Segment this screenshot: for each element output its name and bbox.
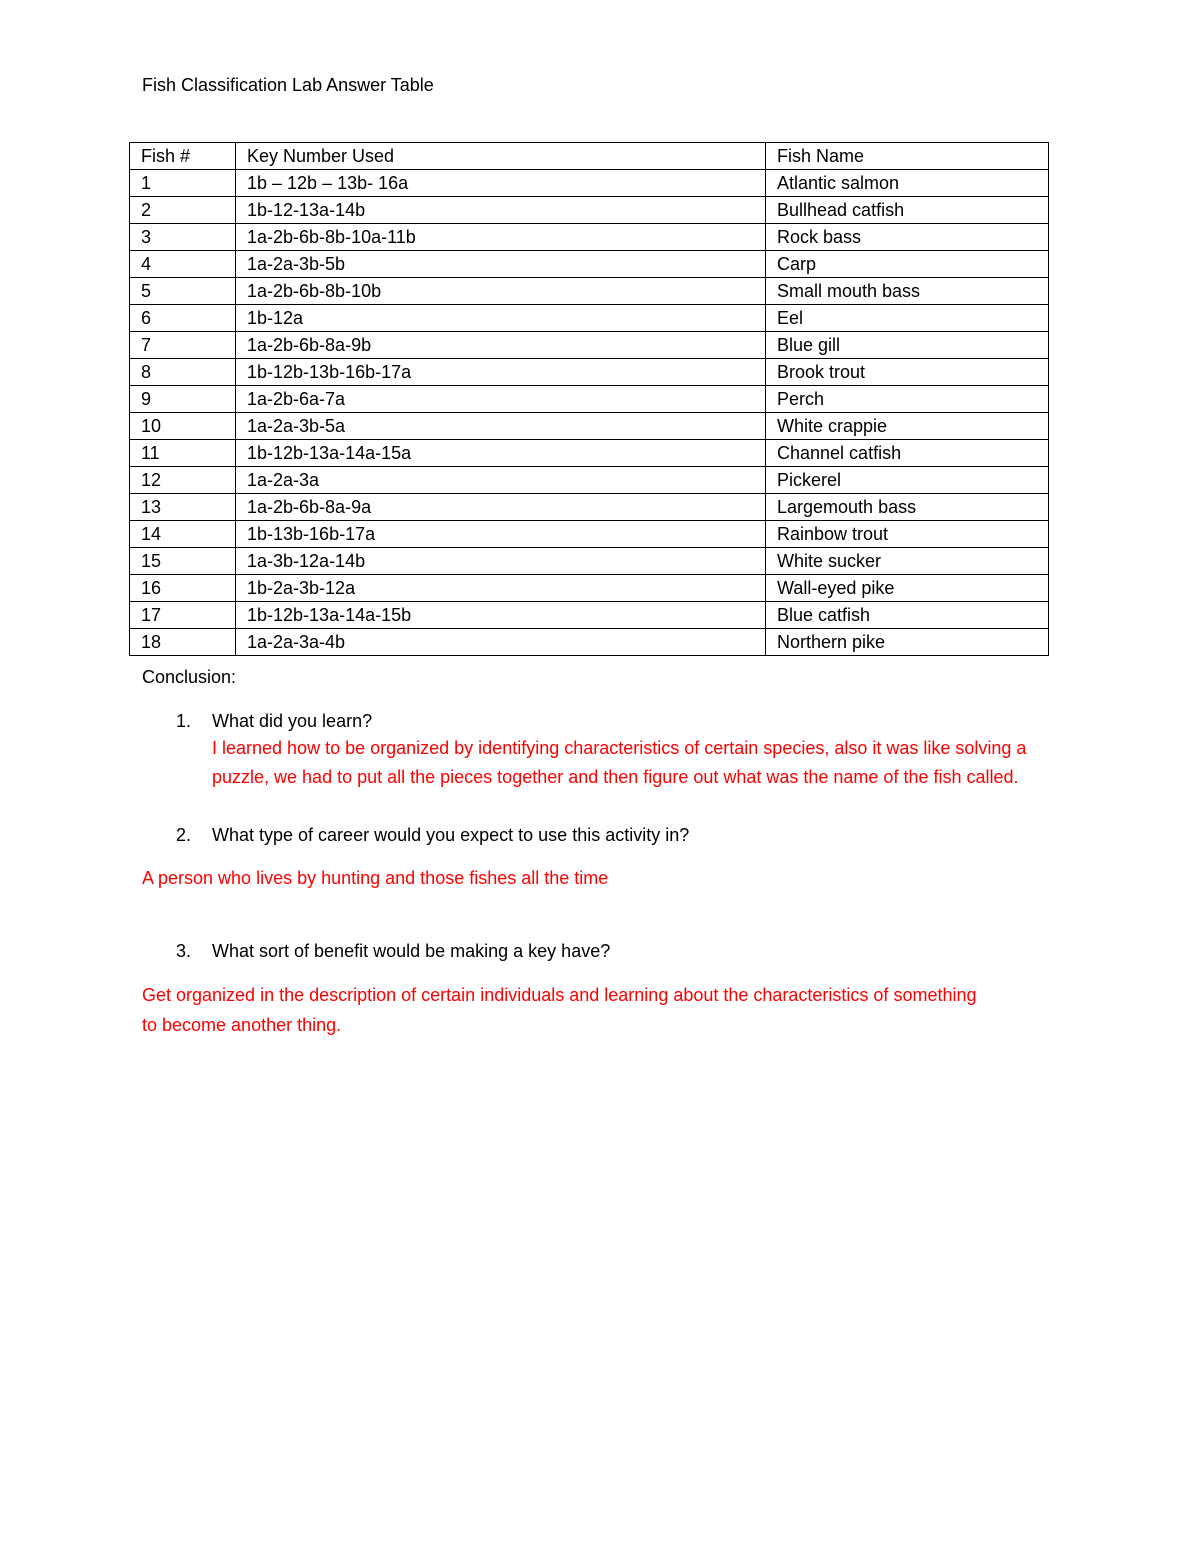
key-number-cell: 1b-12-13a-14b — [236, 197, 766, 224]
key-number-cell: 1a-2b-6b-8b-10b — [236, 278, 766, 305]
fish-name-cell: Brook trout — [766, 359, 1049, 386]
key-number-cell: 1b-12b-13a-14a-15b — [236, 602, 766, 629]
fish-number-cell: 14 — [130, 521, 236, 548]
fish-name-cell: Rock bass — [766, 224, 1049, 251]
fish-answer-table — [129, 142, 1049, 656]
table-row — [130, 575, 1049, 602]
table-row — [130, 629, 1049, 656]
table-row — [130, 467, 1049, 494]
answer-1: I learned how to be organized by identifying characteristics of certain species, also it was like solving a puzzle, we had to put all the pieces together and then figure out what was the name of the fish called. — [212, 738, 1027, 787]
key-number-cell: 1b-13b-16b-17a — [236, 521, 766, 548]
key-number-cell: 1b-12b-13b-16b-17a — [236, 359, 766, 386]
fish-name-cell: Small mouth bass — [766, 278, 1049, 305]
fish-number-cell: 10 — [130, 413, 236, 440]
fish-name-cell: Eel — [766, 305, 1049, 332]
fish-number-cell: 6 — [130, 305, 236, 332]
key-number-cell: 1a-2a-3a-4b — [236, 629, 766, 656]
question-2-number: 2. — [176, 825, 192, 845]
table-row — [130, 494, 1049, 521]
fish-number-cell: 11 — [130, 440, 236, 467]
fish-number-cell: 5 — [130, 278, 236, 305]
table-header-row — [130, 143, 1049, 170]
header-fish-number: Fish # — [130, 143, 236, 170]
key-number-cell: 1b – 12b – 13b- 16a — [236, 170, 766, 197]
table-row — [130, 521, 1049, 548]
table-row — [130, 386, 1049, 413]
table-row — [130, 305, 1049, 332]
fish-number-cell: 15 — [130, 548, 236, 575]
key-number-cell: 1a-2a-3a — [236, 467, 766, 494]
table-row — [130, 413, 1049, 440]
fish-name-cell: Channel catfish — [766, 440, 1049, 467]
answer-3: Get organized in the description of certain individuals and learning about the characteristics of something to become another thing. — [142, 985, 977, 1035]
fish-name-cell: Largemouth bass — [766, 494, 1049, 521]
fish-name-cell: Carp — [766, 251, 1049, 278]
key-number-cell: 1a-2b-6b-8b-10a-11b — [236, 224, 766, 251]
fish-name-cell: Rainbow trout — [766, 521, 1049, 548]
key-number-cell: 1b-2a-3b-12a — [236, 575, 766, 602]
fish-name-cell: White crappie — [766, 413, 1049, 440]
key-number-cell: 1a-2b-6a-7a — [236, 386, 766, 413]
key-number-cell: 1a-2a-3b-5a — [236, 413, 766, 440]
question-3-number: 3. — [176, 941, 192, 961]
fish-name-cell: Atlantic salmon — [766, 170, 1049, 197]
question-2-text: What type of career would you expect to use this activity in? — [212, 825, 690, 845]
fish-name-cell: White sucker — [766, 548, 1049, 575]
key-number-cell: 1b-12b-13a-14a-15a — [236, 440, 766, 467]
key-number-cell: 1a-2b-6b-8a-9a — [236, 494, 766, 521]
table-row — [130, 224, 1049, 251]
header-key-number-used: Key Number Used — [236, 143, 766, 170]
fish-number-cell: 16 — [130, 575, 236, 602]
key-number-cell: 1a-2b-6b-8a-9b — [236, 332, 766, 359]
table-row — [130, 359, 1049, 386]
fish-number-cell: 13 — [130, 494, 236, 521]
fish-number-cell: 4 — [130, 251, 236, 278]
table-row — [130, 170, 1049, 197]
question-3-text: What sort of benefit would be making a key have? — [212, 941, 611, 961]
fish-name-cell: Blue catfish — [766, 602, 1049, 629]
fish-number-cell: 17 — [130, 602, 236, 629]
fish-number-cell: 18 — [130, 629, 236, 656]
fish-number-cell: 12 — [130, 467, 236, 494]
fish-number-cell: 8 — [130, 359, 236, 386]
fish-name-cell: Northern pike — [766, 629, 1049, 656]
key-number-cell: 1a-3b-12a-14b — [236, 548, 766, 575]
table-row — [130, 278, 1049, 305]
header-fish-name: Fish Name — [766, 143, 1049, 170]
key-number-cell: 1a-2a-3b-5b — [236, 251, 766, 278]
fish-name-cell: Blue gill — [766, 332, 1049, 359]
fish-name-cell: Bullhead catfish — [766, 197, 1049, 224]
table-row — [130, 440, 1049, 467]
table-row — [130, 197, 1049, 224]
conclusion-label: Conclusion: — [142, 667, 237, 687]
table-row — [130, 332, 1049, 359]
document-title: Fish Classification Lab Answer Table — [142, 75, 434, 95]
table-row — [130, 548, 1049, 575]
fish-number-cell: 1 — [130, 170, 236, 197]
fish-number-cell: 2 — [130, 197, 236, 224]
answer-2: A person who lives by hunting and those fishes all the time — [142, 868, 609, 888]
fish-number-cell: 3 — [130, 224, 236, 251]
question-1-number: 1. — [176, 711, 192, 731]
fish-number-cell: 7 — [130, 332, 236, 359]
fish-number-cell: 9 — [130, 386, 236, 413]
fish-name-cell: Pickerel — [766, 467, 1049, 494]
table-body — [130, 170, 1049, 656]
key-number-cell: 1b-12a — [236, 305, 766, 332]
fish-name-cell: Wall-eyed pike — [766, 575, 1049, 602]
table-row — [130, 602, 1049, 629]
fish-name-cell: Perch — [766, 386, 1049, 413]
question-1-text: What did you learn? — [212, 711, 373, 731]
table-row — [130, 251, 1049, 278]
